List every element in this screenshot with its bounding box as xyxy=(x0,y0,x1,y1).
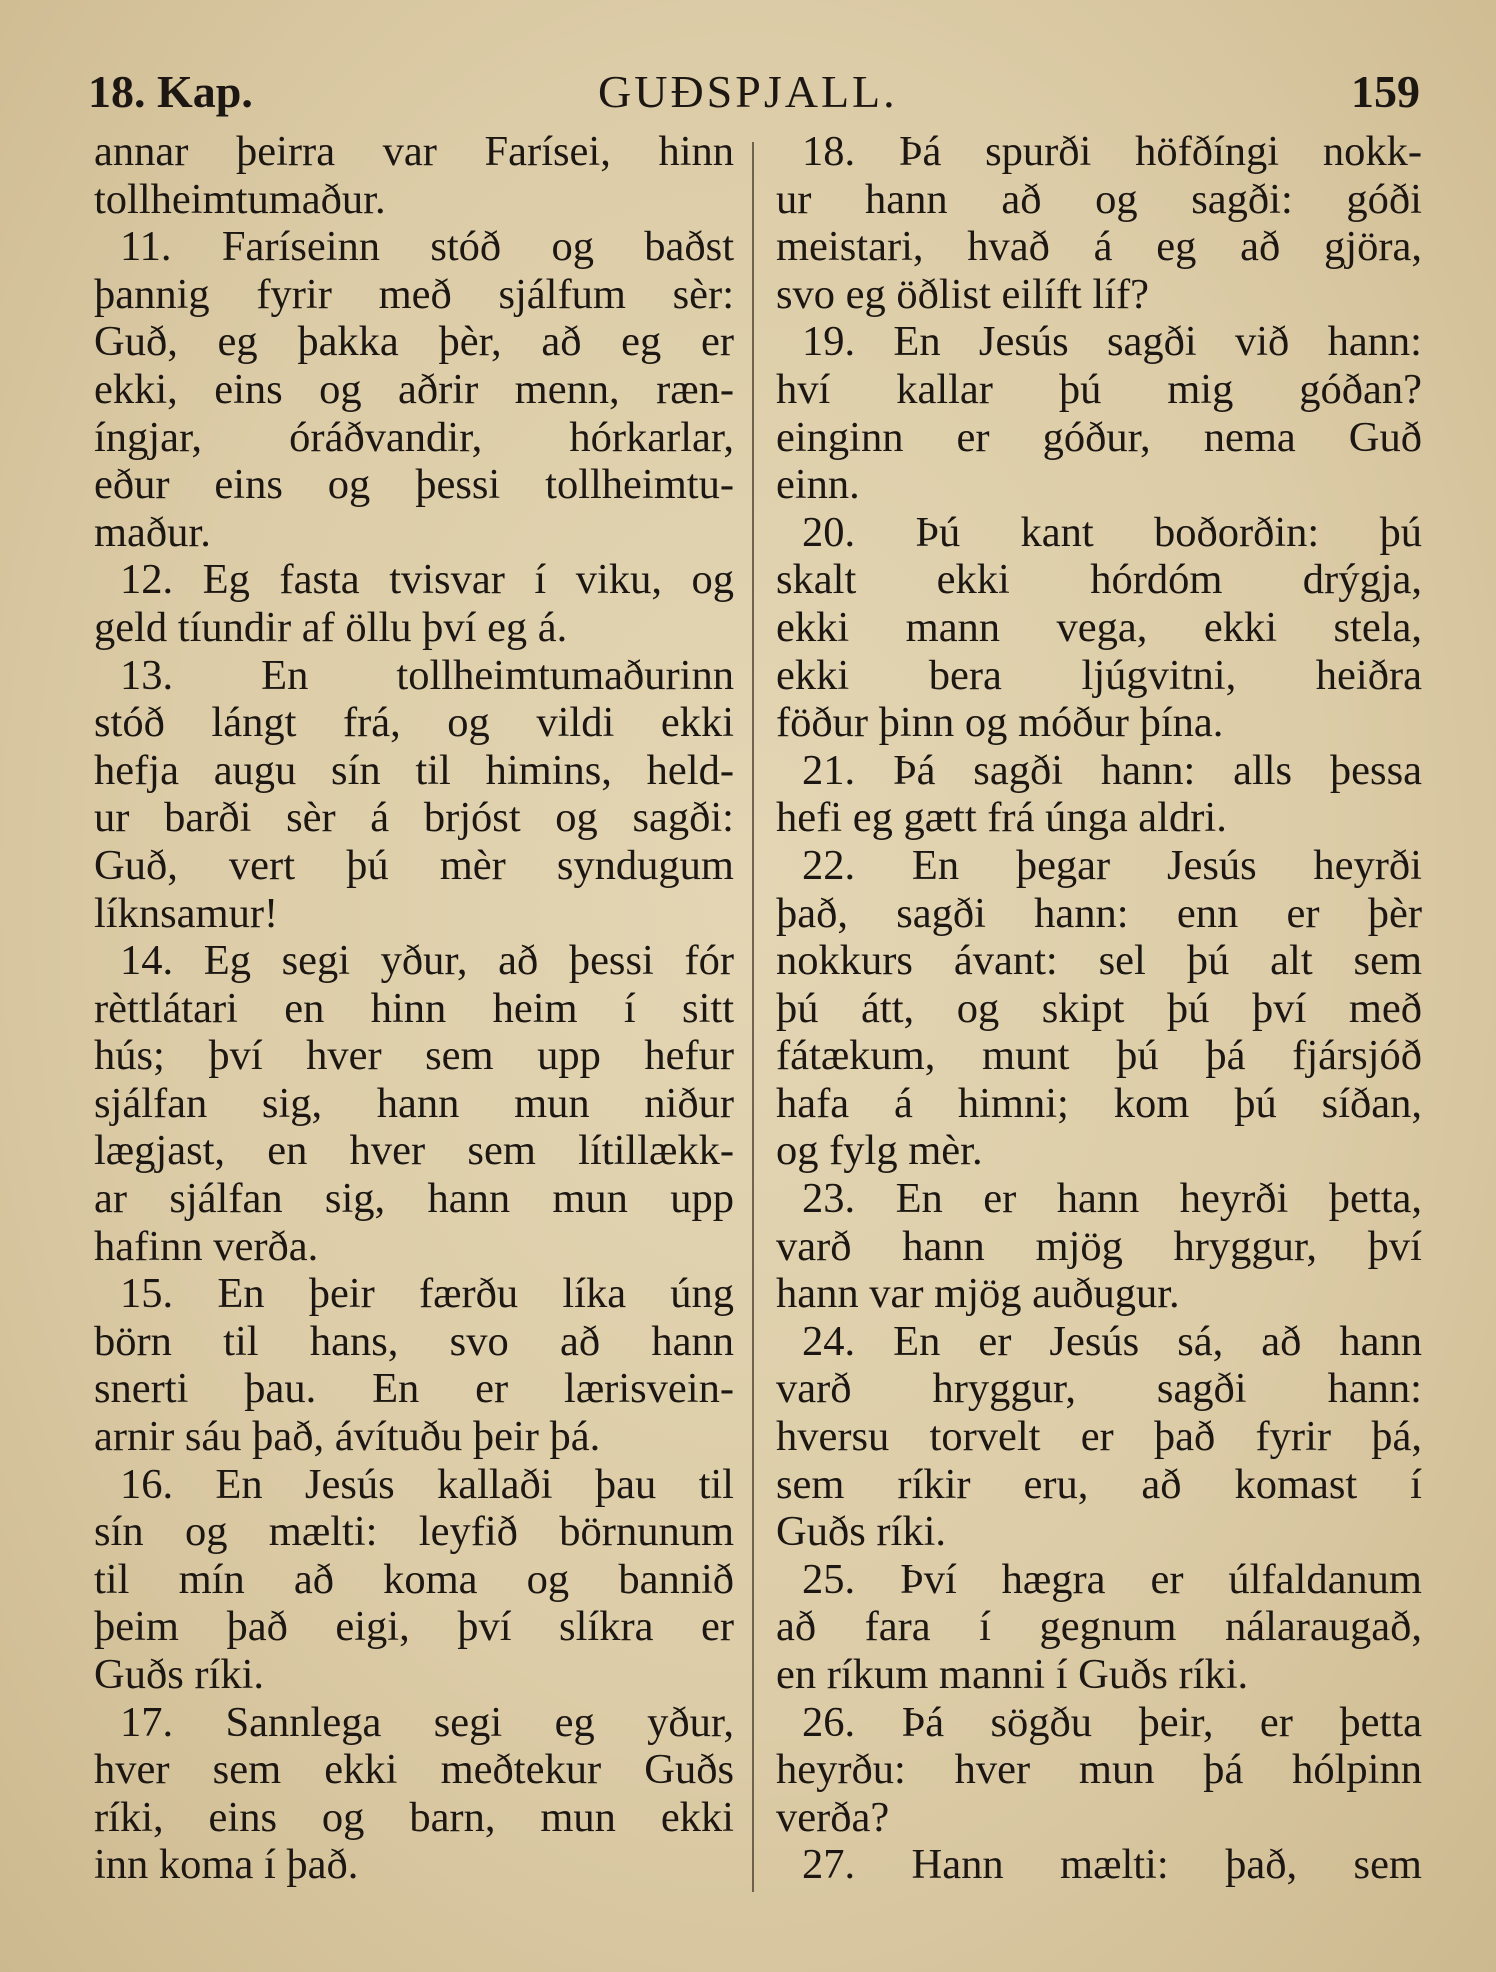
text-line: föður þinn og móður þína. xyxy=(776,699,1224,747)
text-line: verða? xyxy=(776,1793,890,1841)
text-line: börn til hans, svo að hann xyxy=(94,1317,734,1365)
text-line: arnir sáu það, ávítuðu þeir þá. xyxy=(94,1413,601,1461)
text-line: lægjast, en hver sem lítillækk- xyxy=(94,1127,734,1175)
text-line: 11. Faríseinn stóð og baðst xyxy=(120,223,734,271)
text-line: 19. En Jesús sagði við hann: xyxy=(802,318,1422,366)
left-text-column xyxy=(94,128,734,1889)
text-line: en ríkum manni í Guðs ríki. xyxy=(776,1651,1249,1698)
text-line: 12. Eg fasta tvisvar í viku, og xyxy=(120,556,734,604)
text-line: 16. En Jesús kallaði þau til xyxy=(120,1460,734,1508)
text-line: þú átt, og skipt þú því með xyxy=(776,984,1422,1032)
text-line: líknsamur! xyxy=(94,889,279,937)
text-line: ekki, eins og aðrir menn, ræn- xyxy=(94,365,734,413)
text-line: hví kallar þú mig góðan? xyxy=(776,365,1422,413)
text-line: þeim það eigi, því slíkra er xyxy=(94,1603,734,1651)
text-line: einn. xyxy=(776,461,860,509)
text-line: hann var mjög auðugur. xyxy=(776,1270,1180,1318)
text-line: sem ríkir eru, að komast í xyxy=(776,1460,1422,1508)
text-line: 14. Eg segi yður, að þessi fór xyxy=(120,937,734,985)
text-line: hafa á himni; kom þú síðan, xyxy=(776,1079,1422,1127)
text-line: íngjar, óráðvandir, hórkarlar, xyxy=(94,413,734,461)
page-number: 159 xyxy=(1351,66,1420,117)
text-line: varð hryggur, sagði hann: xyxy=(776,1365,1422,1413)
text-line: 13. En tollheimtumaðurinn xyxy=(120,651,734,699)
text-line: ur hann að og sagði: góði xyxy=(776,175,1422,223)
text-line: Guð, eg þakka þèr, að eg er xyxy=(94,318,734,366)
text-line: fátækum, munt þú þá fjársjóð xyxy=(776,1032,1422,1080)
text-line: 18. Þá spurði höfðíngi nokk- xyxy=(802,128,1422,175)
text-line: hús; því hver sem upp hefur xyxy=(94,1032,734,1080)
text-line: Guð, vert þú mèr syndugum xyxy=(94,841,734,889)
text-line: 23. En er hann heyrði þetta, xyxy=(802,1175,1422,1223)
text-line: hefja augu sín til himins, held- xyxy=(94,746,734,794)
text-line: 27. Hann mælti: það, sem xyxy=(802,1841,1422,1889)
text-line: hefi eg gætt frá únga aldri. xyxy=(776,794,1227,842)
text-line: ekki mann vega, ekki stela, xyxy=(776,603,1422,651)
text-line: skalt ekki hórdóm drýgja, xyxy=(776,556,1422,604)
text-line: rèttlátari en hinn heim í sitt xyxy=(94,984,734,1032)
text-line: inn koma í það. xyxy=(94,1841,359,1889)
text-line: sjálfan sig, hann mun niður xyxy=(94,1079,734,1127)
text-line: ríki, eins og barn, mun ekki xyxy=(94,1793,734,1841)
text-line: 15. En þeir færðu líka úng xyxy=(120,1270,734,1318)
text-line: sín og mælti: leyfið börnunum xyxy=(94,1508,734,1556)
text-line: 25. Því hægra er úlfaldanum xyxy=(802,1555,1422,1603)
text-line: 24. En er Jesús sá, að hann xyxy=(802,1317,1422,1365)
text-line: nokkurs ávant: sel þú alt sem xyxy=(776,937,1422,985)
text-line: 26. Þá sögðu þeir, er þetta xyxy=(802,1698,1422,1746)
column-divider xyxy=(752,142,754,1892)
chapter-label: 18. Kap. xyxy=(88,66,253,117)
text-line: annar þeirra var Farísei, hinn xyxy=(94,128,734,175)
text-line: tollheimtumaður. xyxy=(94,175,386,223)
text-line: að fara í gegnum nálaraugað, xyxy=(776,1603,1422,1651)
text-line: 22. En þegar Jesús heyrði xyxy=(802,841,1422,889)
text-line: maður. xyxy=(94,508,211,556)
text-line: til mín að koma og bannið xyxy=(94,1555,734,1603)
text-line: stóð lángt frá, og vildi ekki xyxy=(94,699,734,747)
text-line: einginn er góður, nema Guð xyxy=(776,413,1422,461)
text-line: 20. Þú kant boðorðin: þú xyxy=(802,508,1422,556)
text-line: varð hann mjög hryggur, því xyxy=(776,1222,1422,1270)
text-line: 17. Sannlega segi eg yður, xyxy=(120,1698,734,1746)
text-line: ekki bera ljúgvitni, heiðra xyxy=(776,651,1422,699)
text-line: geld tíundir af öllu því eg á. xyxy=(94,603,568,651)
text-line: heyrðu: hver mun þá hólpinn xyxy=(776,1746,1422,1794)
text-line: meistari, hvað á eg að gjöra, xyxy=(776,223,1422,271)
text-line: Guðs ríki. xyxy=(94,1651,264,1698)
text-line: hafinn verða. xyxy=(94,1222,319,1270)
running-header xyxy=(88,62,1420,122)
book-title: GUÐSPJALL. xyxy=(598,66,898,117)
text-line: og fylg mèr. xyxy=(776,1127,983,1175)
text-line: 21. Þá sagði hann: alls þessa xyxy=(802,746,1422,794)
text-line: hver sem ekki meðtekur Guðs xyxy=(94,1746,734,1794)
text-line: eður eins og þessi tollheimtu- xyxy=(94,461,734,509)
text-line: hversu torvelt er það fyrir þá, xyxy=(776,1413,1422,1461)
right-text-column xyxy=(776,128,1422,1889)
text-line: það, sagði hann: enn er þèr xyxy=(776,889,1422,937)
text-line: ar sjálfan sig, hann mun upp xyxy=(94,1175,734,1223)
text-line: svo eg öðlist eilíft líf? xyxy=(776,270,1149,318)
text-line: ur barði sèr á brjóst og sagði: xyxy=(94,794,734,842)
text-line: snerti þau. En er lærisvein- xyxy=(94,1365,734,1413)
text-line: Guðs ríki. xyxy=(776,1508,946,1556)
text-line: þannig fyrir með sjálfum sèr: xyxy=(94,270,734,318)
